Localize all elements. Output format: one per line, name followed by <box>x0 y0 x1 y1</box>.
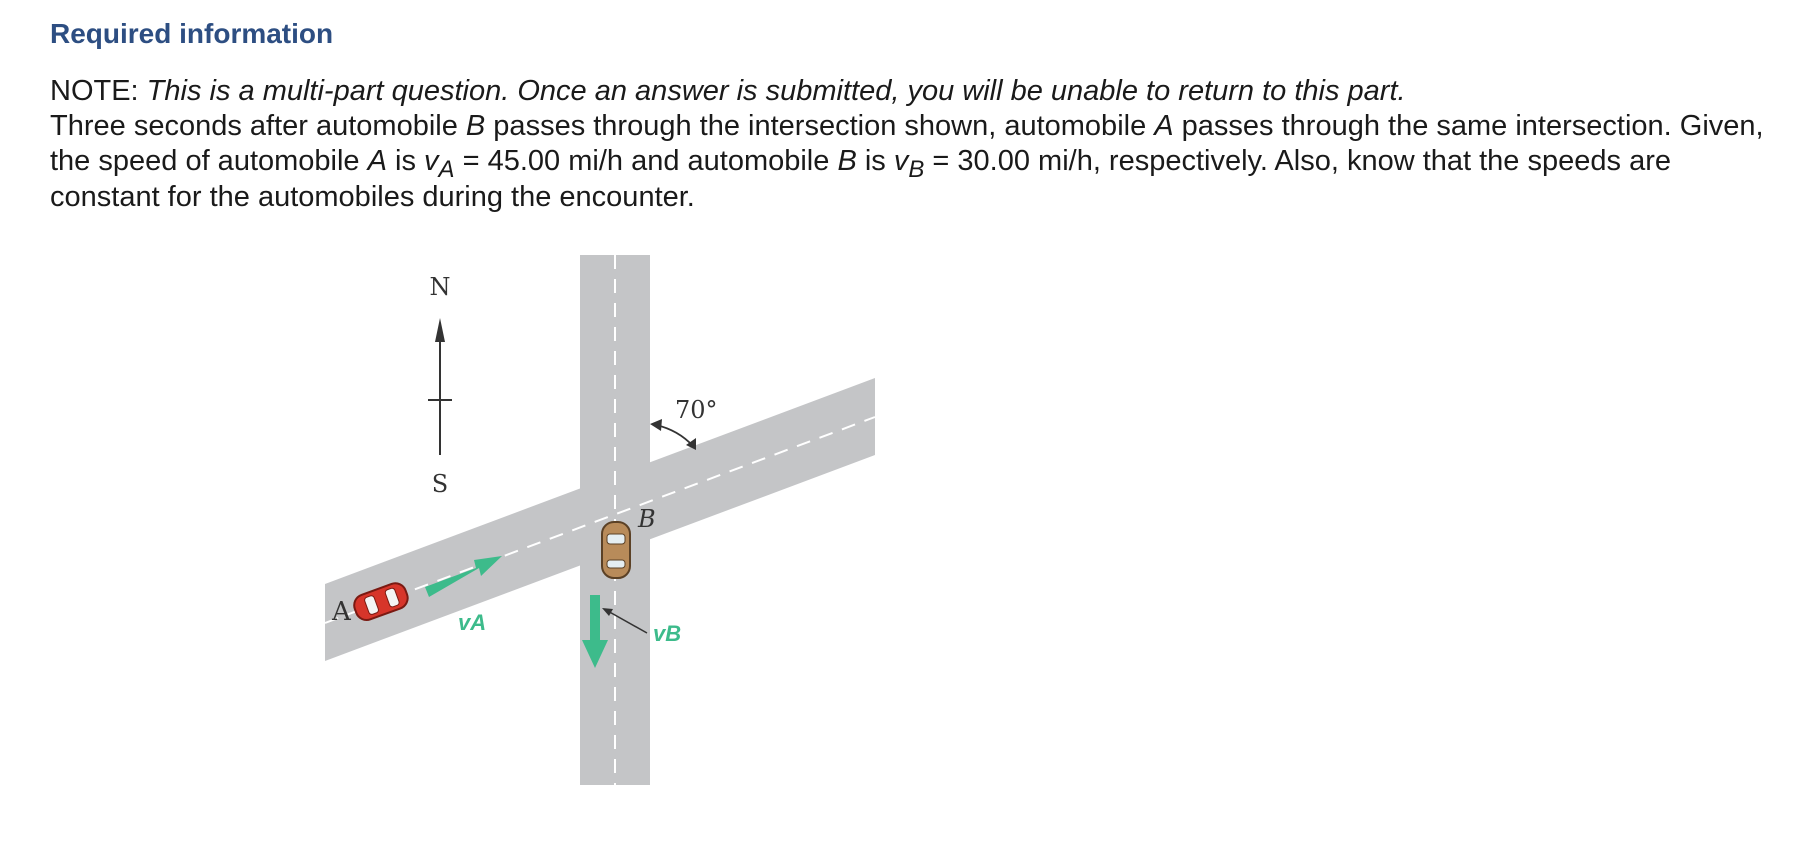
subscript-b: B <box>908 156 925 183</box>
car-b <box>602 522 630 578</box>
car-a-label: A <box>332 597 351 627</box>
compass-north-label: N <box>429 273 451 301</box>
problem-text-2: passes through the intersection shown, automobile <box>485 110 1155 142</box>
section-heading: Required information <box>50 18 334 49</box>
speed-b-value: = 30.00 mi/h, respectively. Also, know that the speeds are constant for the automobiles during the encounter. <box>50 145 1671 213</box>
subscript-a: A <box>438 156 455 183</box>
problem-text-4: is <box>386 145 425 177</box>
problem-text-5: is <box>856 145 894 177</box>
var-b: B <box>837 145 857 177</box>
compass-south-label: S <box>431 470 449 498</box>
velocity-b-label: vB <box>653 621 682 646</box>
note-paragraph <box>50 74 1780 109</box>
problem-paragraph <box>50 109 1780 215</box>
compass-arrowhead <box>435 318 445 342</box>
velocity-a-label: vA <box>458 610 487 635</box>
intersection-diagram <box>310 250 890 790</box>
angle-arrow-top <box>650 419 662 431</box>
problem-text-1: Three seconds after automobile <box>50 110 466 142</box>
angle-label: 70° <box>675 396 718 424</box>
note-prefix: NOTE: <box>50 75 147 107</box>
speed-a-value: = 45.00 mi/h and automobile <box>454 145 838 177</box>
var-b: B <box>465 110 486 142</box>
note-text: This is a multi-part question. Once an answer is submitted, you will be unable to return to this part. <box>146 75 1406 107</box>
var-a: A <box>367 145 387 177</box>
var-a: A <box>1154 110 1174 142</box>
var-v: v <box>424 145 439 177</box>
var-v: v <box>893 145 909 177</box>
intersection-figure <box>310 250 890 790</box>
problem-text-3: passes through the same intersection. Given, the speed of automobile <box>50 110 1764 177</box>
problem-text <box>50 74 1780 215</box>
angle-arc <box>656 425 693 446</box>
car-b-label: B <box>638 505 656 533</box>
